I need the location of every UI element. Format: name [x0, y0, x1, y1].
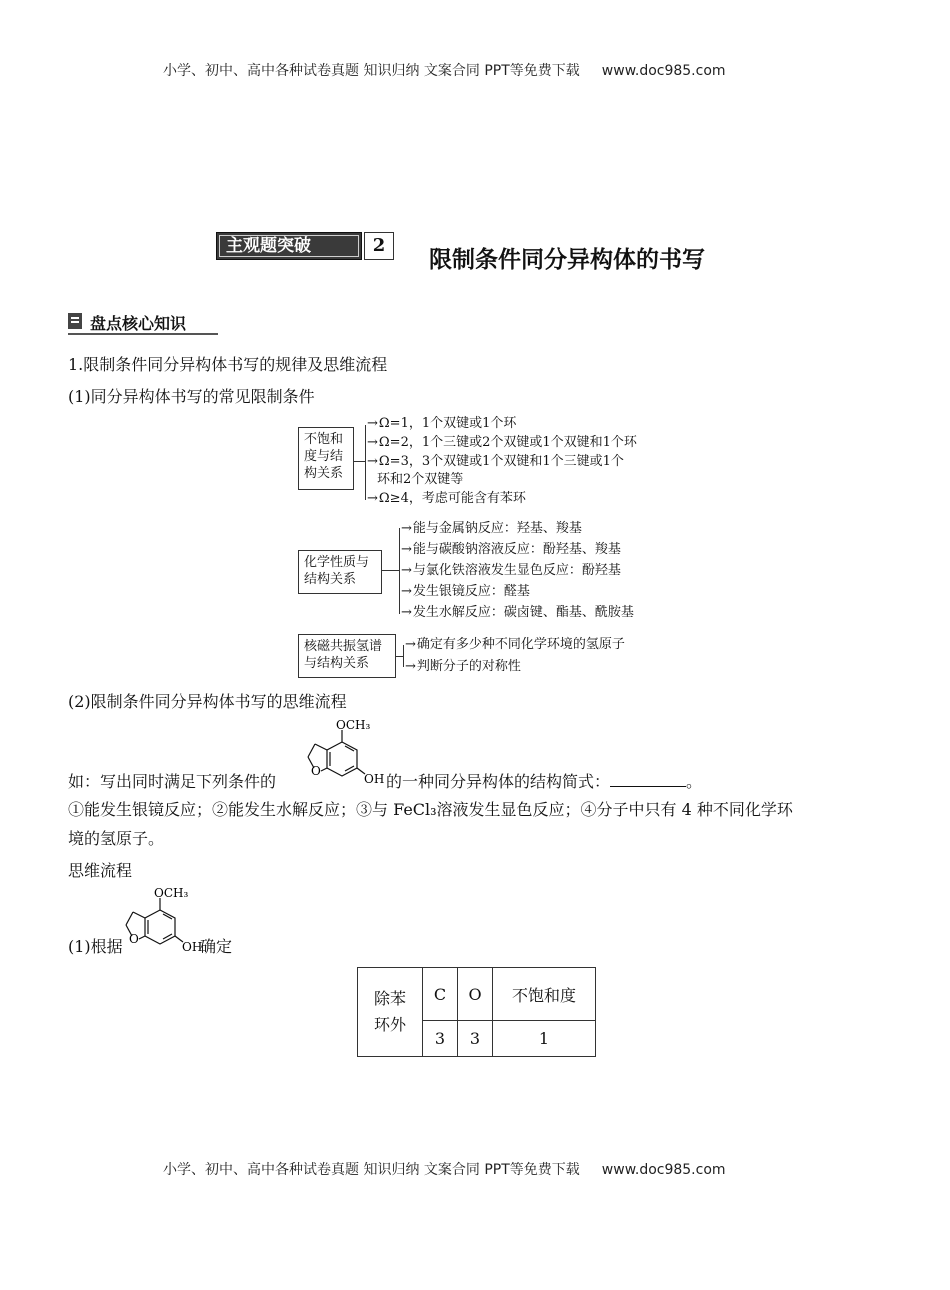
molecule-label-och3: OCH₃	[154, 886, 189, 900]
example-prefix: 如：写出同时满足下列条件的	[68, 772, 277, 791]
diagram-box-unsaturation: 不饱和度与结构关系	[298, 427, 354, 490]
footer-url[interactable]: www.doc985.com	[601, 1162, 726, 1178]
diagram-item: → 判断分子的对称性	[405, 659, 521, 675]
diagram-item: → 能与金属钠反应：羟基、羧基	[401, 521, 582, 537]
benzofuran-molecule	[300, 716, 388, 796]
answer-blank[interactable]	[610, 772, 686, 787]
paragraph-3: (2)限制条件同分异构体书写的思维流程	[68, 692, 347, 711]
flow-step-suffix: 确定	[200, 937, 233, 956]
molecule-label-och3: OCH₃	[336, 718, 371, 732]
diagram-item: → 发生银镜反应：醛基	[401, 584, 530, 600]
diagram-item: → 确定有多少种不同化学环境的氢原子	[405, 637, 625, 653]
flow-heading: 思维流程	[68, 861, 133, 880]
diagram-item: → Ω=1，1个双键或1个环	[367, 416, 516, 432]
table-header-o: O	[458, 968, 493, 1021]
table-row-label: 除苯环外	[358, 968, 423, 1057]
diagram-item: → Ω=2，1个三键或2个双键或1个双键和1个环	[367, 435, 637, 451]
diagram-item: → Ω≥4，考虑可能含有苯环	[367, 491, 526, 507]
table-header-unsaturation: 不饱和度	[493, 968, 596, 1021]
banner-number: 2	[364, 232, 394, 260]
page-footer	[163, 1159, 726, 1179]
header-text: 小学、初中、高中各种试卷真题 知识归纳 文案合同 PPT等免费下载	[163, 63, 580, 79]
diagram-box-chemical: 化学性质与结构关系	[298, 550, 382, 594]
example-suffix: 的一种同分异构体的结构简式：	[386, 772, 611, 791]
diagram-item: → Ω=3，3个双键或1个双键和1个三键或1个	[367, 454, 624, 470]
page-title: 限制条件同分异构体的书写	[429, 247, 705, 273]
diagram-item: → 与氯化铁溶液发生显色反应：酚羟基	[401, 563, 621, 579]
benzofuran-molecule-2	[118, 884, 206, 964]
banner-label: 主观题突破	[226, 236, 311, 256]
example-end: 。	[686, 772, 703, 791]
diagram-item-continued: 环和2个双键等	[377, 472, 464, 487]
diagram-item: → 能与碳酸钠溶液反应：酚羟基、羧基	[401, 542, 621, 558]
conditions-line-2: 境的氢原子。	[68, 829, 165, 848]
molecule-label-oh: OH	[364, 772, 385, 786]
table-value-o: 3	[458, 1021, 493, 1057]
section-title: 盘点核心知识	[90, 314, 187, 333]
table-value-unsaturation: 1	[493, 1021, 596, 1057]
paragraph-1: 1.限制条件同分异构体书写的规律及思维流程	[68, 355, 388, 374]
header-url[interactable]: www.doc985.com	[601, 63, 726, 79]
molecule-label-oh: OH	[182, 940, 203, 954]
footer-text: 小学、初中、高中各种试卷真题 知识归纳 文案合同 PPT等免费下载	[163, 1162, 580, 1178]
diagram-box-nmr: 核磁共振氢谱与结构关系	[298, 634, 396, 678]
diagram-item: → 发生水解反应：碳卤键、酯基、酰胺基	[401, 605, 634, 621]
table-header-c: C	[423, 968, 458, 1021]
composition-table	[357, 967, 596, 1057]
conditions-line-1: ①能发生银镜反应；②能发生水解反应；③与 FeCl₃溶液发生显色反应；④分子中只有 4 种不同化学环	[68, 800, 793, 819]
table-value-c: 3	[423, 1021, 458, 1057]
flow-step-prefix: (1)根据	[68, 937, 123, 956]
paragraph-2: (1)同分异构体书写的常见限制条件	[68, 387, 315, 406]
molecule-label-ring-o: O	[311, 764, 321, 778]
example-question	[386, 772, 702, 792]
molecule-label-ring-o: O	[129, 932, 139, 946]
